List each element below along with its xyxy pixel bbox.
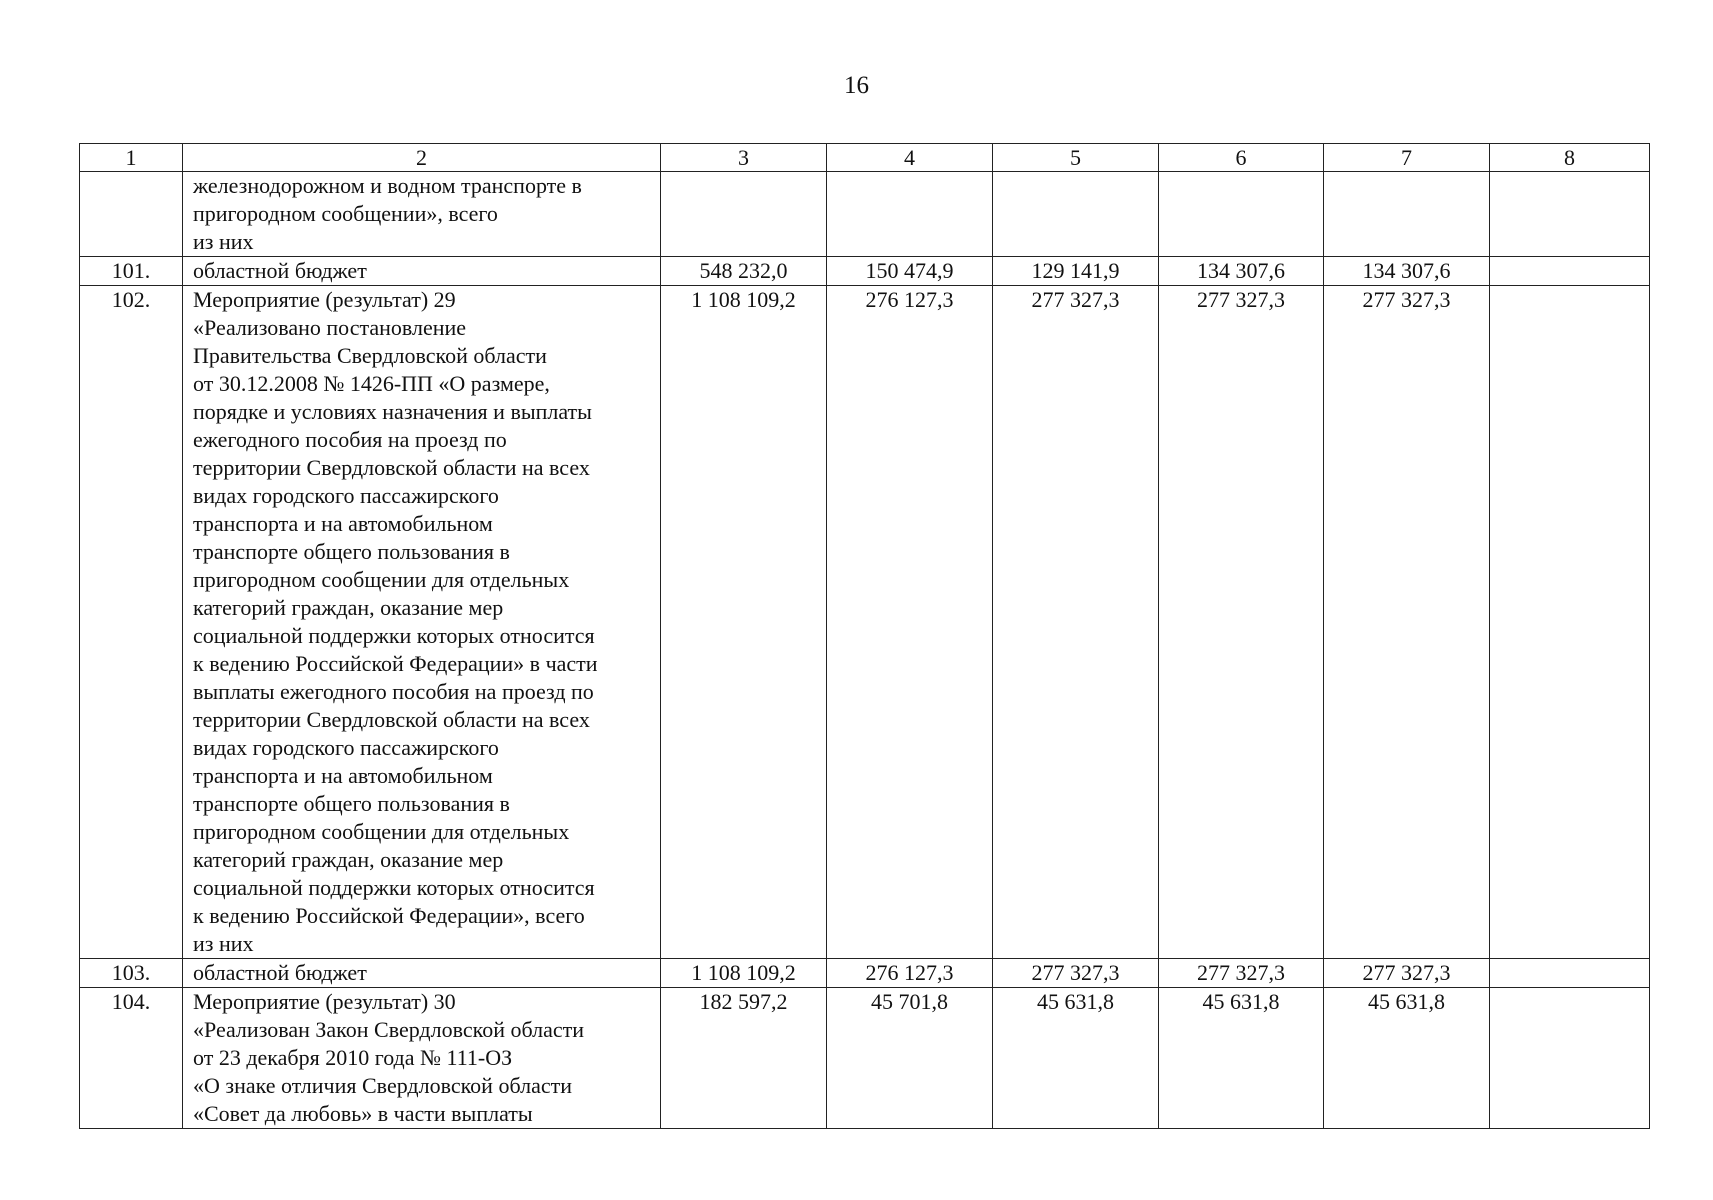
amount-col-8 bbox=[1490, 959, 1650, 988]
amount-col-7: 45 631,8 bbox=[1324, 988, 1490, 1129]
column-header-5: 5 bbox=[993, 144, 1159, 172]
amount-col-6: 134 307,6 bbox=[1159, 257, 1324, 286]
amount-col-5: 45 631,8 bbox=[993, 988, 1159, 1129]
row-number: 104. bbox=[80, 988, 183, 1129]
row-description: областной бюджет bbox=[183, 959, 661, 988]
amount-col-8 bbox=[1490, 988, 1650, 1129]
amount-col-5 bbox=[993, 172, 1159, 257]
row-description: Мероприятие (результат) 29 «Реализовано постановление Правительства Свердловской области от 30.12.2008 № 1426-ПП «О размере, порядке и условиях назначения и выплаты ежегодного пособия на проезд по территории Свердловской области на всех видах городского пассажирского транспорта и на автомобильном транспорте общего пользования в пригородном сообщении для отдельных категорий граждан, оказание мер социальной поддержки которых относится к ведению Российской Федерации» в части выплаты ежегодного пособия на проезд по территории Свердловской области на всех видах городского пассажирского транспорта и на автомобильном транспорте общего пользования в пригородном сообщении для отдельных категорий граждан, оказание мер социальной поддержки которых относится к ведению Российской Федерации», всего из них bbox=[183, 286, 661, 959]
amount-col-4: 276 127,3 bbox=[827, 959, 993, 988]
amount-col-3: 548 232,0 bbox=[661, 257, 827, 286]
row-number: 103. bbox=[80, 959, 183, 988]
column-header-8: 8 bbox=[1490, 144, 1650, 172]
amount-col-6: 277 327,3 bbox=[1159, 959, 1324, 988]
table-row bbox=[80, 257, 1650, 286]
amount-col-8 bbox=[1490, 172, 1650, 257]
row-number bbox=[80, 172, 183, 257]
row-description: Мероприятие (результат) 30 «Реализован Закон Свердловской области от 23 декабря 2010 года № 111-ОЗ «О знаке отличия Свердловской области «Совет да любовь» в части выплаты bbox=[183, 988, 661, 1129]
amount-col-5: 129 141,9 bbox=[993, 257, 1159, 286]
amount-col-6: 277 327,3 bbox=[1159, 286, 1324, 959]
amount-col-7: 134 307,6 bbox=[1324, 257, 1490, 286]
page-number: 16 bbox=[844, 72, 869, 99]
row-description: железнодорожном и водном транспорте в пригородном сообщении», всего из них bbox=[183, 172, 661, 257]
column-header-4: 4 bbox=[827, 144, 993, 172]
amount-col-4: 276 127,3 bbox=[827, 286, 993, 959]
table-header-row bbox=[80, 144, 1650, 172]
table-row bbox=[80, 172, 1650, 257]
amount-col-4: 150 474,9 bbox=[827, 257, 993, 286]
amount-col-8 bbox=[1490, 286, 1650, 959]
column-header-1: 1 bbox=[80, 144, 183, 172]
amount-col-5: 277 327,3 bbox=[993, 959, 1159, 988]
amount-col-3: 182 597,2 bbox=[661, 988, 827, 1129]
amount-col-3: 1 108 109,2 bbox=[661, 959, 827, 988]
column-header-6: 6 bbox=[1159, 144, 1324, 172]
column-header-3: 3 bbox=[661, 144, 827, 172]
amount-col-5: 277 327,3 bbox=[993, 286, 1159, 959]
amount-col-7: 277 327,3 bbox=[1324, 286, 1490, 959]
table-row bbox=[80, 959, 1650, 988]
amount-col-6 bbox=[1159, 172, 1324, 257]
budget-table bbox=[79, 143, 1650, 1129]
column-header-2: 2 bbox=[183, 144, 661, 172]
amount-col-4 bbox=[827, 172, 993, 257]
table-row bbox=[80, 988, 1650, 1129]
amount-col-8 bbox=[1490, 257, 1650, 286]
column-header-7: 7 bbox=[1324, 144, 1490, 172]
amount-col-6: 45 631,8 bbox=[1159, 988, 1324, 1129]
row-number: 101. bbox=[80, 257, 183, 286]
row-number: 102. bbox=[80, 286, 183, 959]
table-row bbox=[80, 286, 1650, 959]
row-description: областной бюджет bbox=[183, 257, 661, 286]
amount-col-7: 277 327,3 bbox=[1324, 959, 1490, 988]
amount-col-3: 1 108 109,2 bbox=[661, 286, 827, 959]
amount-col-7 bbox=[1324, 172, 1490, 257]
amount-col-3 bbox=[661, 172, 827, 257]
amount-col-4: 45 701,8 bbox=[827, 988, 993, 1129]
